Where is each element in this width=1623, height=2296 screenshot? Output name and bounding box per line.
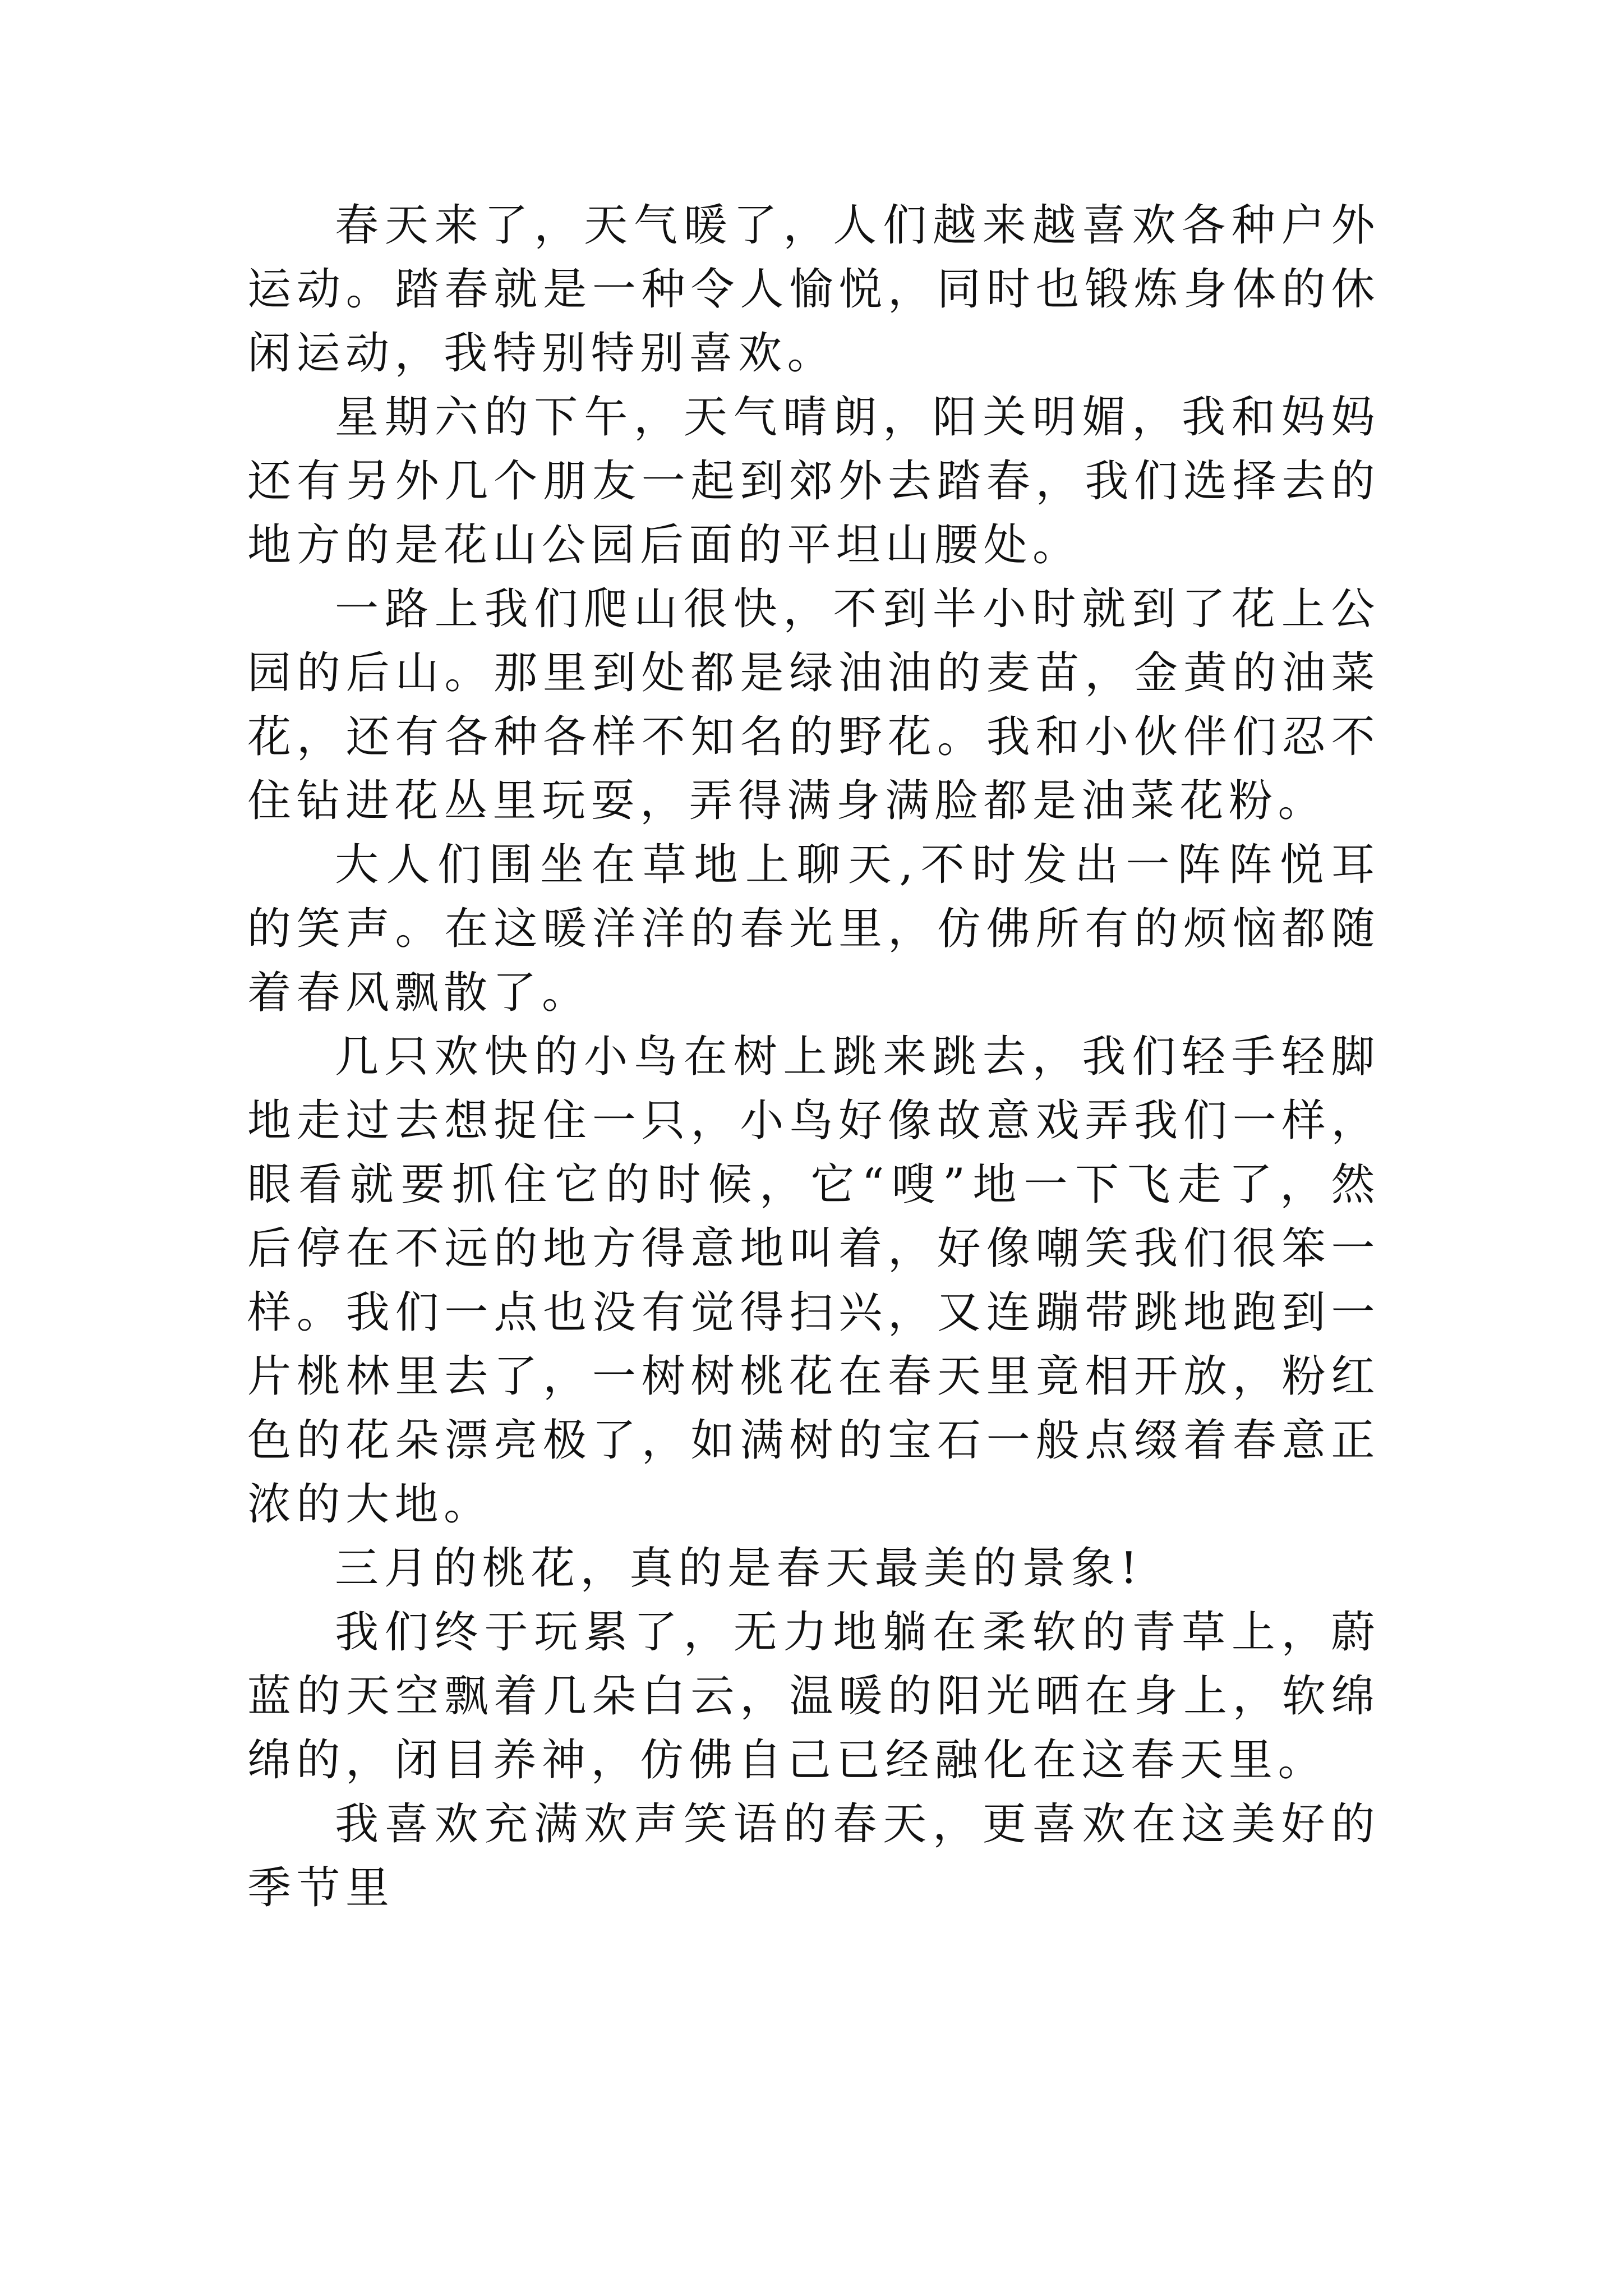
paragraph-5: 几只欢快的小鸟在树上跳来跳去，我们轻手轻脚地走过去想捉住一只，小鸟好像故意戏弄我们一样，眼看就要抓住它的时候，它“嗖”地一下飞走了，然后停在不远的地方得意地叫着，好像嘲笑我们很笨一样。我们一点也没有觉得扫兴，又连蹦带跳地跑到一片桃林里去了，一树树桃花在春天里竟相开放，粉红色的花朵漂亮极了，如满树的宝石一般点缀着春意正浓的大地。 [247, 1032, 1380, 1530]
paragraph-1: 春天来了，天气暖了，人们越来越喜欢各种户外运动。踏春就是一种令人愉悦，同时也锻炼身体的休闲运动，我特别特别喜欢。 [247, 200, 1380, 379]
paragraph-7: 我们终于玩累了，无力地躺在柔软的青草上，蔚蓝的天空飘着几朵白云，温暖的阳光晒在身上，软绵绵的，闭目养神，仿佛自己已经融化在这春天里。 [247, 1607, 1380, 1786]
document-body [247, 194, 1380, 1920]
paragraph-8: 我喜欢充满欢声笑语的春天，更喜欢在这美好的季节里 [247, 1799, 1380, 1913]
paragraph-6: 三月的桃花，真的是春天最美的景象! [335, 1543, 1143, 1594]
paragraph-3: 一路上我们爬山很快，不到半小时就到了花上公园的后山。那里到处都是绿油油的麦苗，金黄的油菜花，还有各种各样不知名的野花。我和小伙伴们忍不住钻进花丛里玩耍，弄得满身满脸都是油菜花粉。 [247, 584, 1380, 826]
paragraph-4: 大人们围坐在草地上聊天,不时发出一阵阵悦耳的笑声。在这暖洋洋的春光里，仿佛所有的烦恼都随着春风飘散了。 [247, 840, 1380, 1018]
paragraph-2: 星期六的下午，天气晴朗，阳关明媚，我和妈妈还有另外几个朋友一起到郊外去踏春，我们选择去的地方的是花山公园后面的平坦山腰处。 [247, 392, 1380, 570]
